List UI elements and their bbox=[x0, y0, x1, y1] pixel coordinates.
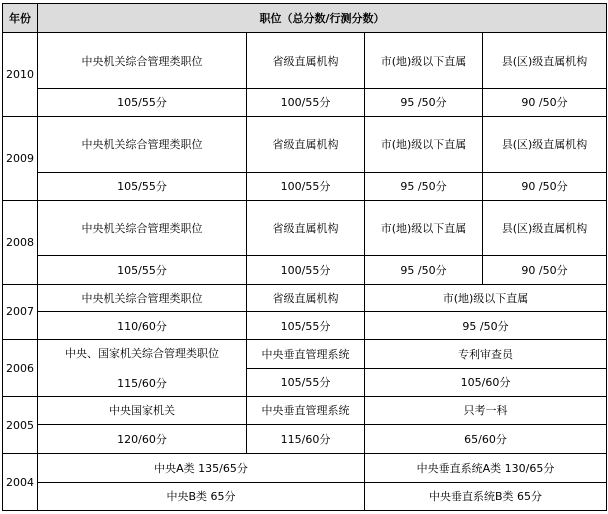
position-label: 中央机关综合管理类职位 bbox=[38, 200, 247, 256]
year-cell: 2004 bbox=[3, 454, 38, 511]
score-cell: 90 /50分 bbox=[483, 172, 607, 200]
score-cell: 105/55分 bbox=[38, 88, 247, 116]
score-cell: 中央垂直系统A类 130/65分 bbox=[365, 454, 607, 482]
table-row bbox=[3, 256, 607, 284]
position-label: 中央机关综合管理类职位 bbox=[38, 33, 247, 89]
score-cell: 105/60分 bbox=[365, 368, 607, 396]
score-cell: 95 /50分 bbox=[365, 256, 483, 284]
score-cell: 120/60分 bbox=[38, 425, 247, 454]
position-label: 中央国家机关 bbox=[38, 396, 247, 424]
score-cell: 110/60分 bbox=[38, 311, 247, 339]
position-cell bbox=[38, 340, 247, 397]
position-label: 省级直属机构 bbox=[247, 200, 365, 256]
score-cell: 中央B类 65分 bbox=[38, 482, 365, 510]
table-row bbox=[3, 340, 607, 368]
header-row bbox=[3, 4, 607, 33]
table-row bbox=[3, 88, 607, 116]
table-row bbox=[3, 311, 607, 339]
score-cell: 105/55分 bbox=[247, 368, 365, 396]
score-cell: 100/55分 bbox=[247, 88, 365, 116]
score-cell: 中央A类 135/65分 bbox=[38, 454, 365, 482]
year-cell: 2008 bbox=[3, 200, 38, 284]
score-cell: 95 /50分 bbox=[365, 172, 483, 200]
year-cell: 2005 bbox=[3, 396, 38, 454]
year-cell: 2010 bbox=[3, 33, 38, 117]
position-label: 中央垂直管理系统 bbox=[247, 340, 365, 368]
position-label: 中央、国家机关综合管理类职位 bbox=[65, 347, 219, 361]
position-label: 省级直属机构 bbox=[247, 117, 365, 173]
table-row bbox=[3, 284, 607, 311]
score-cell: 100/55分 bbox=[247, 256, 365, 284]
position-label: 中央机关综合管理类职位 bbox=[38, 117, 247, 173]
score-cell: 95 /50分 bbox=[365, 88, 483, 116]
position-label: 省级直属机构 bbox=[247, 33, 365, 89]
position-label: 只考一科 bbox=[365, 396, 607, 424]
position-label: 市(地)级以下直属 bbox=[365, 117, 483, 173]
score-cell: 中央垂直系统B类 65分 bbox=[365, 482, 607, 510]
score-cell: 100/55分 bbox=[247, 172, 365, 200]
position-label: 市(地)级以下直属 bbox=[365, 200, 483, 256]
position-label: 县(区)级直属机构 bbox=[483, 200, 607, 256]
table-row bbox=[3, 425, 607, 454]
position-label: 专利审查员 bbox=[365, 340, 607, 368]
position-label: 县(区)级直属机构 bbox=[483, 33, 607, 89]
table-row bbox=[3, 117, 607, 173]
position-label: 市(地)级以下直属 bbox=[365, 284, 607, 311]
score-value: 115/60分 bbox=[117, 377, 167, 391]
table-row bbox=[3, 33, 607, 89]
position-label: 中央机关综合管理类职位 bbox=[38, 284, 247, 311]
exam-score-table bbox=[2, 3, 607, 511]
table-row bbox=[3, 200, 607, 256]
header-year: 年份 bbox=[3, 4, 38, 33]
year-cell: 2006 bbox=[3, 340, 38, 397]
score-cell: 105/55分 bbox=[38, 172, 247, 200]
position-label: 市(地)级以下直属 bbox=[365, 33, 483, 89]
year-cell: 2007 bbox=[3, 284, 38, 340]
year-cell: 2009 bbox=[3, 117, 38, 201]
score-cell: 105/55分 bbox=[247, 311, 365, 339]
table-row bbox=[3, 172, 607, 200]
score-cell: 105/55分 bbox=[38, 256, 247, 284]
position-label: 县(区)级直属机构 bbox=[483, 117, 607, 173]
table-row bbox=[3, 454, 607, 482]
score-cell: 115/60分 bbox=[247, 425, 365, 454]
table-row bbox=[3, 482, 607, 510]
table-row bbox=[3, 396, 607, 424]
score-cell: 90 /50分 bbox=[483, 88, 607, 116]
position-label: 中央垂直管理系统 bbox=[247, 396, 365, 424]
score-cell: 90 /50分 bbox=[483, 256, 607, 284]
position-label: 省级直属机构 bbox=[247, 284, 365, 311]
header-position: 职位（总分数/行测分数） bbox=[38, 4, 607, 33]
score-cell: 95 /50分 bbox=[365, 311, 607, 339]
score-cell: 65/60分 bbox=[365, 425, 607, 454]
